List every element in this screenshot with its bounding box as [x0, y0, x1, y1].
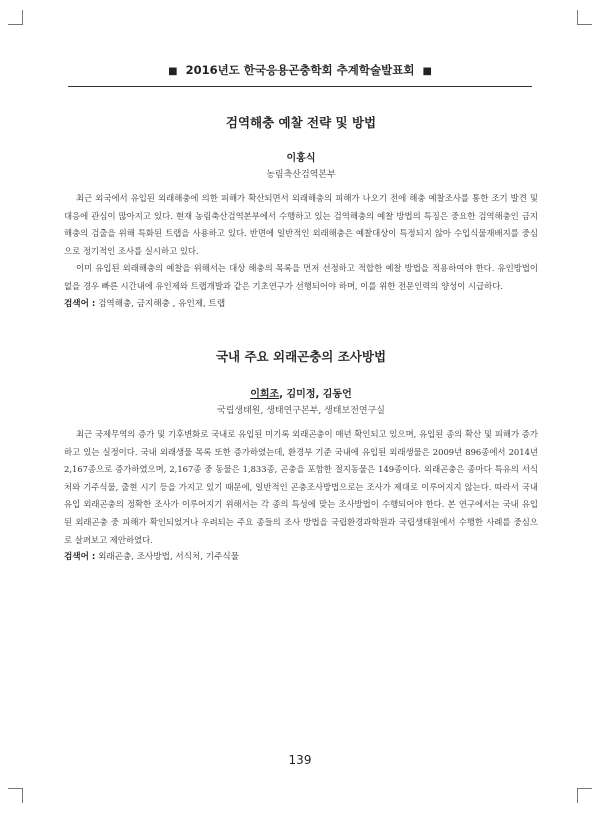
abstract-keywords	[64, 550, 538, 562]
abstract-affiliation: 농림축산검역본부	[266, 170, 336, 180]
header-square-right-icon: ■	[422, 66, 432, 77]
abstract-title: 검역해충 예찰 전략 및 방법	[225, 115, 377, 130]
keywords-label: 검색어 :	[64, 298, 96, 309]
keywords-list: 외래곤충, 조사방법, 서식처, 기주식물	[98, 552, 239, 563]
presenting-author: 이희조	[250, 389, 280, 400]
crop-mark-top-right	[577, 10, 592, 25]
header-title: 2016년도 한국응용곤충학회 추계학술발표회	[185, 63, 415, 77]
header-rule	[68, 86, 532, 87]
keywords-label: 검색어 :	[64, 552, 96, 563]
crop-mark-bottom-right	[577, 788, 592, 803]
abstract-paragraph: 최근 외국에서 유입된 외래해충에 의한 피해가 확산되면서 외래해충의 피해가 나오기 전에 해충 예찰조사를 통한 조기 발견 및 대응에 관심이 많아지고 있다. 현재 농림축산검역본부에서 수행하고 있는 검역해충의 예찰 방법의 특징은 중요한 검역해충인 금지해충의 검출을 위해 특화된 트랩을 사용하고 있다. 반면에 일반적인 외래해충은 예찰대상이 특정되지 않아 수입식물재배지를 중심으로 정기적인 조사를 실시하고 있다.	[64, 193, 538, 256]
header-square-left-icon: ■	[168, 66, 178, 77]
abstract-authors	[64, 385, 538, 400]
running-header	[68, 62, 532, 78]
abstract-paragraph: 최근 국제무역의 증가 및 기후변화로 국내로 유입된 미기록 외래곤충이 매년 확인되고 있으며, 유입된 종의 확산 및 피해가 증가하고 있는 실정이다. 국내 외래생물 목록 또한 증가하였는데, 환경부 기준 국내에 유입된 외래생물은 2009년 896종에서 2014년 2,167종으로 증가하였으며, 2,167종 중 동물은 1,833종, 곤충을 포함한 절지동물은 149종이다. 외래곤충은 종마다 특유의 서식처와 기주식물, 출현 시기 등을 가지고 있기 때문에, 일반적인 곤충조사방법으로는 조사가 제대로 이루어지지 않는다. 따라서 국내 유입 외래곤충의 정확한 조사가 이루어지기 위해서는 각 종의 특성에 맞는 조사방법이 수행되어야 한다. 본 연구에서는 국내 유입된 외래곤충 중 피해가 확인되었거나 우려되는 주요 종들의 조사 방법을 국립환경과학원과 국립생태원에서 수행한 사례를 중심으로 살펴보고 제안하였다.	[64, 429, 538, 545]
co-authors: , 김미정, 김동언	[279, 389, 352, 400]
crop-mark-bottom-left	[8, 788, 23, 803]
abstract-affiliation: 국립생태원, 생태연구본부, 생태보전연구실	[217, 406, 385, 416]
abstract-authors: 이홍식	[286, 153, 316, 164]
page-number: 139	[288, 753, 312, 767]
abstract-paragraph: 이미 유입된 외래해충의 예찰을 위해서는 대상 해충의 목록을 먼저 선정하고 적합한 예찰 방법을 적용하여야 한다. 유인방법이 없을 경우 빠른 시간내에 유인제와 트랩개발과 같은 기초연구가 선행되어야 하며, 이를 위한 전문인력의 양성이 시급하다.	[64, 263, 538, 291]
crop-mark-top-left	[8, 10, 23, 25]
abstract-body	[64, 426, 538, 549]
abstract-1	[64, 113, 538, 309]
keywords-list: 검역해충, 금지해충 , 유인제, 트랩	[98, 298, 226, 309]
abstract-keywords	[64, 297, 538, 309]
abstract-2	[64, 347, 538, 562]
abstract-title: 국내 주요 외래곤충의 조사방법	[215, 349, 387, 364]
abstract-body	[64, 190, 538, 296]
